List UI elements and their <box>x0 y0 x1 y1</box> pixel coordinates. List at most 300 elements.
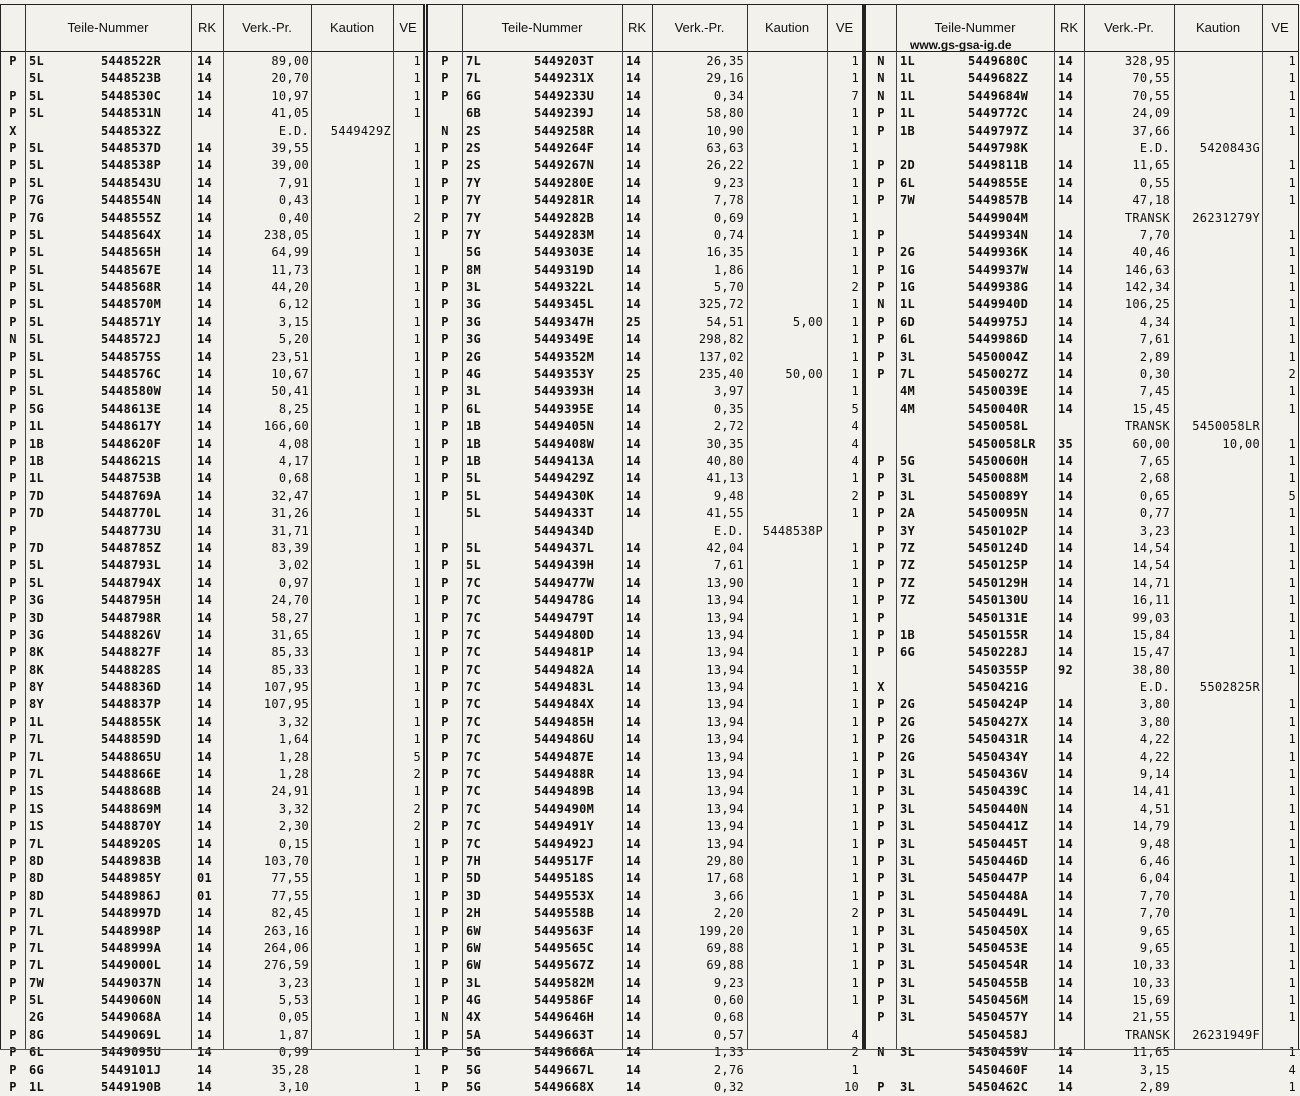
part-number: 5450453E <box>968 940 1029 955</box>
row-group-code: 3G <box>466 332 482 347</box>
sale-price: 13,94 <box>706 593 744 608</box>
packing-unit: 1 <box>851 575 859 590</box>
deposit: 5450058LR <box>1192 419 1260 434</box>
sale-price: 4,08 <box>278 436 309 451</box>
header-flag <box>428 5 463 51</box>
part-number: 5450129H <box>968 575 1029 590</box>
row-rk: 14 <box>626 784 642 799</box>
packing-unit: 1 <box>1288 471 1296 486</box>
packing-unit: 1 <box>851 749 859 764</box>
part-number: 5449937W <box>968 262 1029 277</box>
part-number: 5449855E <box>968 175 1029 190</box>
table-row <box>866 540 1298 557</box>
row-rk: 14 <box>197 767 213 782</box>
row-flag: P <box>9 280 17 295</box>
sale-price: 13,94 <box>706 732 744 747</box>
row-group-code: 5L <box>29 314 45 329</box>
table-row <box>866 957 1298 974</box>
row-rk: 14 <box>1058 923 1074 938</box>
row-group-code: 3L <box>466 280 482 295</box>
row-flag: P <box>877 853 885 868</box>
part-number: 5448621S <box>101 453 162 468</box>
row-rk: 14 <box>1058 1045 1074 1060</box>
part-number: 5448855K <box>101 714 162 729</box>
row-flag: X <box>877 680 885 695</box>
sale-price: 0,99 <box>278 1045 309 1060</box>
row-flag: P <box>877 175 885 190</box>
sale-price: 10,97 <box>271 88 309 103</box>
row-group-code: 3L <box>900 906 916 921</box>
row-group-code: 7C <box>466 593 482 608</box>
part-number: 5450424P <box>968 697 1029 712</box>
header-flag <box>1 5 26 51</box>
row-group-code: 5L <box>466 558 482 573</box>
row-group-code: 3L <box>900 958 916 973</box>
part-number: 5449322L <box>534 280 595 295</box>
part-number: 5450355P <box>968 662 1029 677</box>
part-number: 5450427X <box>968 714 1029 729</box>
part-number: 5448997D <box>101 906 162 921</box>
packing-unit: 2 <box>851 1045 859 1060</box>
row-group-code: 7C <box>466 767 482 782</box>
part-number: 5448868B <box>101 784 162 799</box>
sale-price: 4,22 <box>1139 732 1170 747</box>
table-row <box>428 714 862 731</box>
part-number: 5448753B <box>101 471 162 486</box>
packing-unit: 1 <box>413 523 421 538</box>
row-group-code: 1L <box>29 419 45 434</box>
row-flag: P <box>441 349 449 364</box>
table-row <box>428 244 862 261</box>
table-row <box>428 453 862 470</box>
row-flag: P <box>441 175 449 190</box>
row-flag: P <box>441 714 449 729</box>
row-flag: P <box>441 210 449 225</box>
packing-unit: 1 <box>413 280 421 295</box>
part-number: 5449345L <box>534 297 595 312</box>
sale-price: 41,05 <box>271 106 309 121</box>
sale-price: 2,20 <box>713 906 744 921</box>
row-rk: 14 <box>626 975 642 990</box>
table-row <box>866 592 1298 609</box>
row-flag: P <box>9 158 17 173</box>
row-group-code: 7C <box>466 680 482 695</box>
row-flag: P <box>877 975 885 990</box>
packing-unit: 1 <box>1288 697 1296 712</box>
row-group-code: 3L <box>900 784 916 799</box>
row-rk: 14 <box>626 280 642 295</box>
row-rk: 14 <box>626 993 642 1008</box>
table-row <box>428 1044 862 1061</box>
row-group-code: 5L <box>29 575 45 590</box>
row-flag: P <box>877 940 885 955</box>
row-rk: 14 <box>1058 488 1074 503</box>
packing-unit: 1 <box>1288 54 1296 68</box>
row-flag: P <box>877 158 885 173</box>
part-number: 5449646H <box>534 1010 595 1025</box>
packing-unit: 1 <box>851 819 859 834</box>
row-flag: P <box>877 123 885 138</box>
row-group-code: 2D <box>900 158 916 173</box>
part-number: 5449586F <box>534 993 595 1008</box>
row-flag: P <box>877 1080 885 1095</box>
packing-unit: 1 <box>851 801 859 816</box>
row-group-code: 1L <box>900 71 916 86</box>
table-row <box>866 53 1298 70</box>
row-rk: 14 <box>197 593 213 608</box>
row-rk: 14 <box>626 697 642 712</box>
packing-unit: 1 <box>851 349 859 364</box>
part-number: 5450125P <box>968 558 1029 573</box>
row-flag: P <box>877 767 885 782</box>
sale-price: 3,80 <box>1139 714 1170 729</box>
part-number: 5449558B <box>534 906 595 921</box>
row-flag: P <box>877 1010 885 1025</box>
packing-unit: 1 <box>413 836 421 851</box>
row-rk: 14 <box>197 332 213 347</box>
sale-price: 17,68 <box>706 871 744 886</box>
row-group-code: 7L <box>29 749 45 764</box>
sale-price: 14,71 <box>1132 575 1170 590</box>
packing-unit: 1 <box>413 488 421 503</box>
part-number: 5448531N <box>101 106 162 121</box>
sale-price: 264,06 <box>263 940 309 955</box>
part-number: 5448837P <box>101 697 162 712</box>
table-row <box>1 992 423 1009</box>
row-flag: P <box>9 888 17 903</box>
row-rk: 14 <box>1058 958 1074 973</box>
row-flag: P <box>9 471 17 486</box>
packing-unit: 2 <box>851 906 859 921</box>
row-flag: P <box>441 71 449 86</box>
row-group-code: 3L <box>900 940 916 955</box>
part-number: 5450089Y <box>968 488 1029 503</box>
row-flag: P <box>9 819 17 834</box>
table-row <box>428 279 862 296</box>
packing-unit: 1 <box>1288 158 1296 173</box>
row-flag: P <box>9 367 17 382</box>
table-row <box>866 244 1298 261</box>
row-flag: P <box>9 801 17 816</box>
table-row <box>1 331 423 348</box>
sale-price: 7,45 <box>1139 384 1170 399</box>
row-group-code: 7L <box>29 767 45 782</box>
row-rk: 14 <box>1058 367 1074 382</box>
row-group-code: 1B <box>466 419 482 434</box>
row-rk: 14 <box>197 558 213 573</box>
row-rk: 01 <box>197 871 213 886</box>
table-row <box>428 540 862 557</box>
sale-price: 13,94 <box>706 836 744 851</box>
part-number: 5448572J <box>101 332 162 347</box>
row-group-code: 8D <box>29 888 45 903</box>
part-number: 5449283M <box>534 227 595 242</box>
sale-price: 298,82 <box>698 332 744 347</box>
row-group-code: 2G <box>900 697 916 712</box>
table-row <box>866 262 1298 279</box>
part-number: 5449408W <box>534 436 595 451</box>
row-group-code: 1L <box>29 471 45 486</box>
row-rk: 14 <box>1058 523 1074 538</box>
part-number: 5450228J <box>968 645 1029 660</box>
sale-price: 2,89 <box>1139 1080 1170 1095</box>
sale-price: 70,55 <box>1132 71 1170 86</box>
table-row <box>1 888 423 905</box>
row-flag: P <box>9 680 17 695</box>
sale-price: 0,97 <box>278 575 309 590</box>
sale-price: 10,90 <box>706 123 744 138</box>
row-rk: 14 <box>626 853 642 868</box>
row-flag: P <box>9 1080 17 1095</box>
part-number: 5449352M <box>534 349 595 364</box>
packing-unit: 1 <box>851 123 859 138</box>
row-rk: 14 <box>1058 558 1074 573</box>
part-number: 5448617Y <box>101 419 162 434</box>
row-group-code: 7Y <box>466 175 482 190</box>
part-number: 5450441Z <box>968 819 1029 834</box>
sale-price: 328,95 <box>1124 54 1170 68</box>
table-row <box>428 627 862 644</box>
part-number: 5448567E <box>101 262 162 277</box>
sale-price: 0,68 <box>713 1010 744 1025</box>
part-number: 5449986D <box>968 332 1029 347</box>
row-flag: P <box>441 767 449 782</box>
sale-price: 0,43 <box>278 193 309 208</box>
sale-price: 10,33 <box>1132 958 1170 973</box>
row-flag: P <box>877 593 885 608</box>
packing-unit: 1 <box>851 732 859 747</box>
table-header <box>1 5 423 52</box>
table-row <box>428 557 862 574</box>
row-rk: 14 <box>626 645 642 660</box>
part-number: 5449413A <box>534 453 595 468</box>
row-group-code: 3L <box>900 1045 916 1060</box>
row-rk: 14 <box>626 210 642 225</box>
row-rk: 14 <box>1058 54 1074 68</box>
row-rk: 14 <box>197 349 213 364</box>
row-rk: 14 <box>626 297 642 312</box>
part-number: 5448770L <box>101 506 162 521</box>
part-number: 5448522R <box>101 54 162 68</box>
part-number: 5448530C <box>101 88 162 103</box>
row-rk: 14 <box>197 471 213 486</box>
part-number: 5449938G <box>968 280 1029 295</box>
row-rk: 14 <box>626 227 642 242</box>
row-flag: P <box>441 367 449 382</box>
table-row <box>428 349 862 366</box>
sale-price: 3,15 <box>1139 1062 1170 1077</box>
table-header <box>866 5 1298 52</box>
table-row <box>1 227 423 244</box>
part-number: 5448859D <box>101 732 162 747</box>
row-group-code: 7C <box>466 836 482 851</box>
row-rk: 14 <box>1058 540 1074 555</box>
table-row <box>866 70 1298 87</box>
sale-price: 37,66 <box>1132 123 1170 138</box>
row-flag: P <box>441 140 449 155</box>
table-row <box>428 940 862 957</box>
packing-unit: 1 <box>413 193 421 208</box>
row-group-code: 5L <box>29 245 45 260</box>
table-row <box>1 1044 423 1061</box>
part-number: 5450421G <box>968 680 1029 695</box>
table-row <box>1 349 423 366</box>
packing-unit: 1 <box>413 106 421 121</box>
sale-price: 21,55 <box>1132 1010 1170 1025</box>
sale-price: 47,18 <box>1132 193 1170 208</box>
table-body <box>428 53 862 1096</box>
table-row <box>866 1027 1298 1044</box>
part-number: 5448983B <box>101 853 162 868</box>
packing-unit: 2 <box>851 280 859 295</box>
row-flag: P <box>877 245 885 260</box>
sale-price: 13,94 <box>706 627 744 642</box>
row-flag: P <box>9 906 17 921</box>
row-rk: 14 <box>1058 227 1074 242</box>
row-rk: 14 <box>1058 88 1074 103</box>
part-number: 5448773U <box>101 523 162 538</box>
row-group-code: 1L <box>900 106 916 121</box>
row-rk: 14 <box>1058 332 1074 347</box>
deposit: 50,00 <box>785 367 823 382</box>
part-number: 5449479T <box>534 610 595 625</box>
table-row <box>866 227 1298 244</box>
row-flag: P <box>877 888 885 903</box>
row-flag: P <box>441 384 449 399</box>
table-row <box>1 436 423 453</box>
sale-price: 3,23 <box>1139 523 1170 538</box>
table-row <box>428 818 862 835</box>
row-flag: N <box>877 54 885 68</box>
part-number: 5449481P <box>534 645 595 660</box>
sale-price: 29,80 <box>706 853 744 868</box>
row-flag: P <box>9 523 17 538</box>
row-group-code: 5L <box>29 140 45 155</box>
row-group-code: 8M <box>466 262 482 277</box>
sale-price: 38,80 <box>1132 662 1170 677</box>
row-group-code: 7D <box>29 506 45 521</box>
packing-unit: 1 <box>413 906 421 921</box>
row-flag: P <box>877 488 885 503</box>
packing-unit: 1 <box>851 680 859 695</box>
part-number: 5449429Z <box>534 471 595 486</box>
sale-price: 0,60 <box>713 993 744 1008</box>
packing-unit: 1 <box>851 227 859 242</box>
sale-price: 0,30 <box>1139 367 1170 382</box>
packing-unit: 1 <box>1288 819 1296 834</box>
row-group-code: 5L <box>29 384 45 399</box>
sale-price: 24,70 <box>271 593 309 608</box>
sale-price: 15,84 <box>1132 627 1170 642</box>
row-flag: P <box>877 906 885 921</box>
part-number: 5449772C <box>968 106 1029 121</box>
price-table-panel-3 <box>864 4 1299 1095</box>
part-number: 5448794X <box>101 575 162 590</box>
table-row <box>428 53 862 70</box>
part-number: 5450039E <box>968 384 1029 399</box>
row-rk: 14 <box>626 158 642 173</box>
part-number: 5450449L <box>968 906 1029 921</box>
sale-price: 238,05 <box>263 227 309 242</box>
packing-unit: 1 <box>851 367 859 382</box>
row-rk: 14 <box>626 767 642 782</box>
table-row <box>428 853 862 870</box>
sale-price: 99,03 <box>1132 610 1170 625</box>
packing-unit: 1 <box>413 384 421 399</box>
table-row <box>1 192 423 209</box>
row-rk: 14 <box>1058 627 1074 642</box>
row-group-code: 1L <box>900 297 916 312</box>
row-rk: 14 <box>1058 158 1074 173</box>
sale-price: 1,28 <box>278 749 309 764</box>
part-number: 5450440N <box>968 801 1029 816</box>
row-flag: P <box>9 193 17 208</box>
row-group-code: 2A <box>900 506 916 521</box>
row-group-code: 5G <box>466 245 482 260</box>
sale-price: 63,63 <box>706 140 744 155</box>
row-rk: 14 <box>626 836 642 851</box>
packing-unit: 1 <box>413 610 421 625</box>
packing-unit: 1 <box>851 697 859 712</box>
sale-price: 15,45 <box>1132 401 1170 416</box>
row-rk: 14 <box>626 540 642 555</box>
part-number: 5449567Z <box>534 958 595 973</box>
row-group-code: 7L <box>29 958 45 973</box>
row-group-code: 3L <box>900 836 916 851</box>
sale-price: 9,48 <box>1139 836 1170 851</box>
packing-unit: 1 <box>1288 106 1296 121</box>
row-group-code: 6L <box>900 175 916 190</box>
part-number: 5449680C <box>968 54 1029 68</box>
table-row <box>1 505 423 522</box>
row-rk: 14 <box>197 906 213 921</box>
row-group-code: 5L <box>466 506 482 521</box>
packing-unit: 4 <box>851 453 859 468</box>
table-row <box>1 88 423 105</box>
part-number: 5449393H <box>534 384 595 399</box>
part-number: 5448866E <box>101 767 162 782</box>
row-group-code: 7C <box>466 610 482 625</box>
row-rk: 14 <box>197 1062 213 1077</box>
row-rk: 14 <box>197 367 213 382</box>
header-verk-pr: Verk.-Pr. <box>652 5 748 51</box>
row-flag: P <box>441 575 449 590</box>
table-row <box>866 505 1298 522</box>
row-group-code: 1S <box>29 784 45 799</box>
part-number: 5448836D <box>101 680 162 695</box>
packing-unit: 1 <box>851 975 859 990</box>
row-flag: P <box>441 558 449 573</box>
sale-price: 9,48 <box>713 488 744 503</box>
row-flag: P <box>9 714 17 729</box>
table-row <box>1 296 423 313</box>
part-number: 5449798K <box>968 140 1029 155</box>
table-row <box>428 1027 862 1044</box>
part-number: 5449434D <box>534 523 595 538</box>
packing-unit: 1 <box>413 627 421 642</box>
packing-unit: 1 <box>1288 801 1296 816</box>
table-row <box>1 453 423 470</box>
row-group-code: 4G <box>466 993 482 1008</box>
table-row <box>866 488 1298 505</box>
table-row <box>1 279 423 296</box>
table-row <box>428 662 862 679</box>
row-flag: P <box>9 488 17 503</box>
deposit: 5448538P <box>762 523 823 538</box>
sale-price: 107,95 <box>263 697 309 712</box>
row-flag: P <box>9 767 17 782</box>
row-flag: P <box>877 801 885 816</box>
